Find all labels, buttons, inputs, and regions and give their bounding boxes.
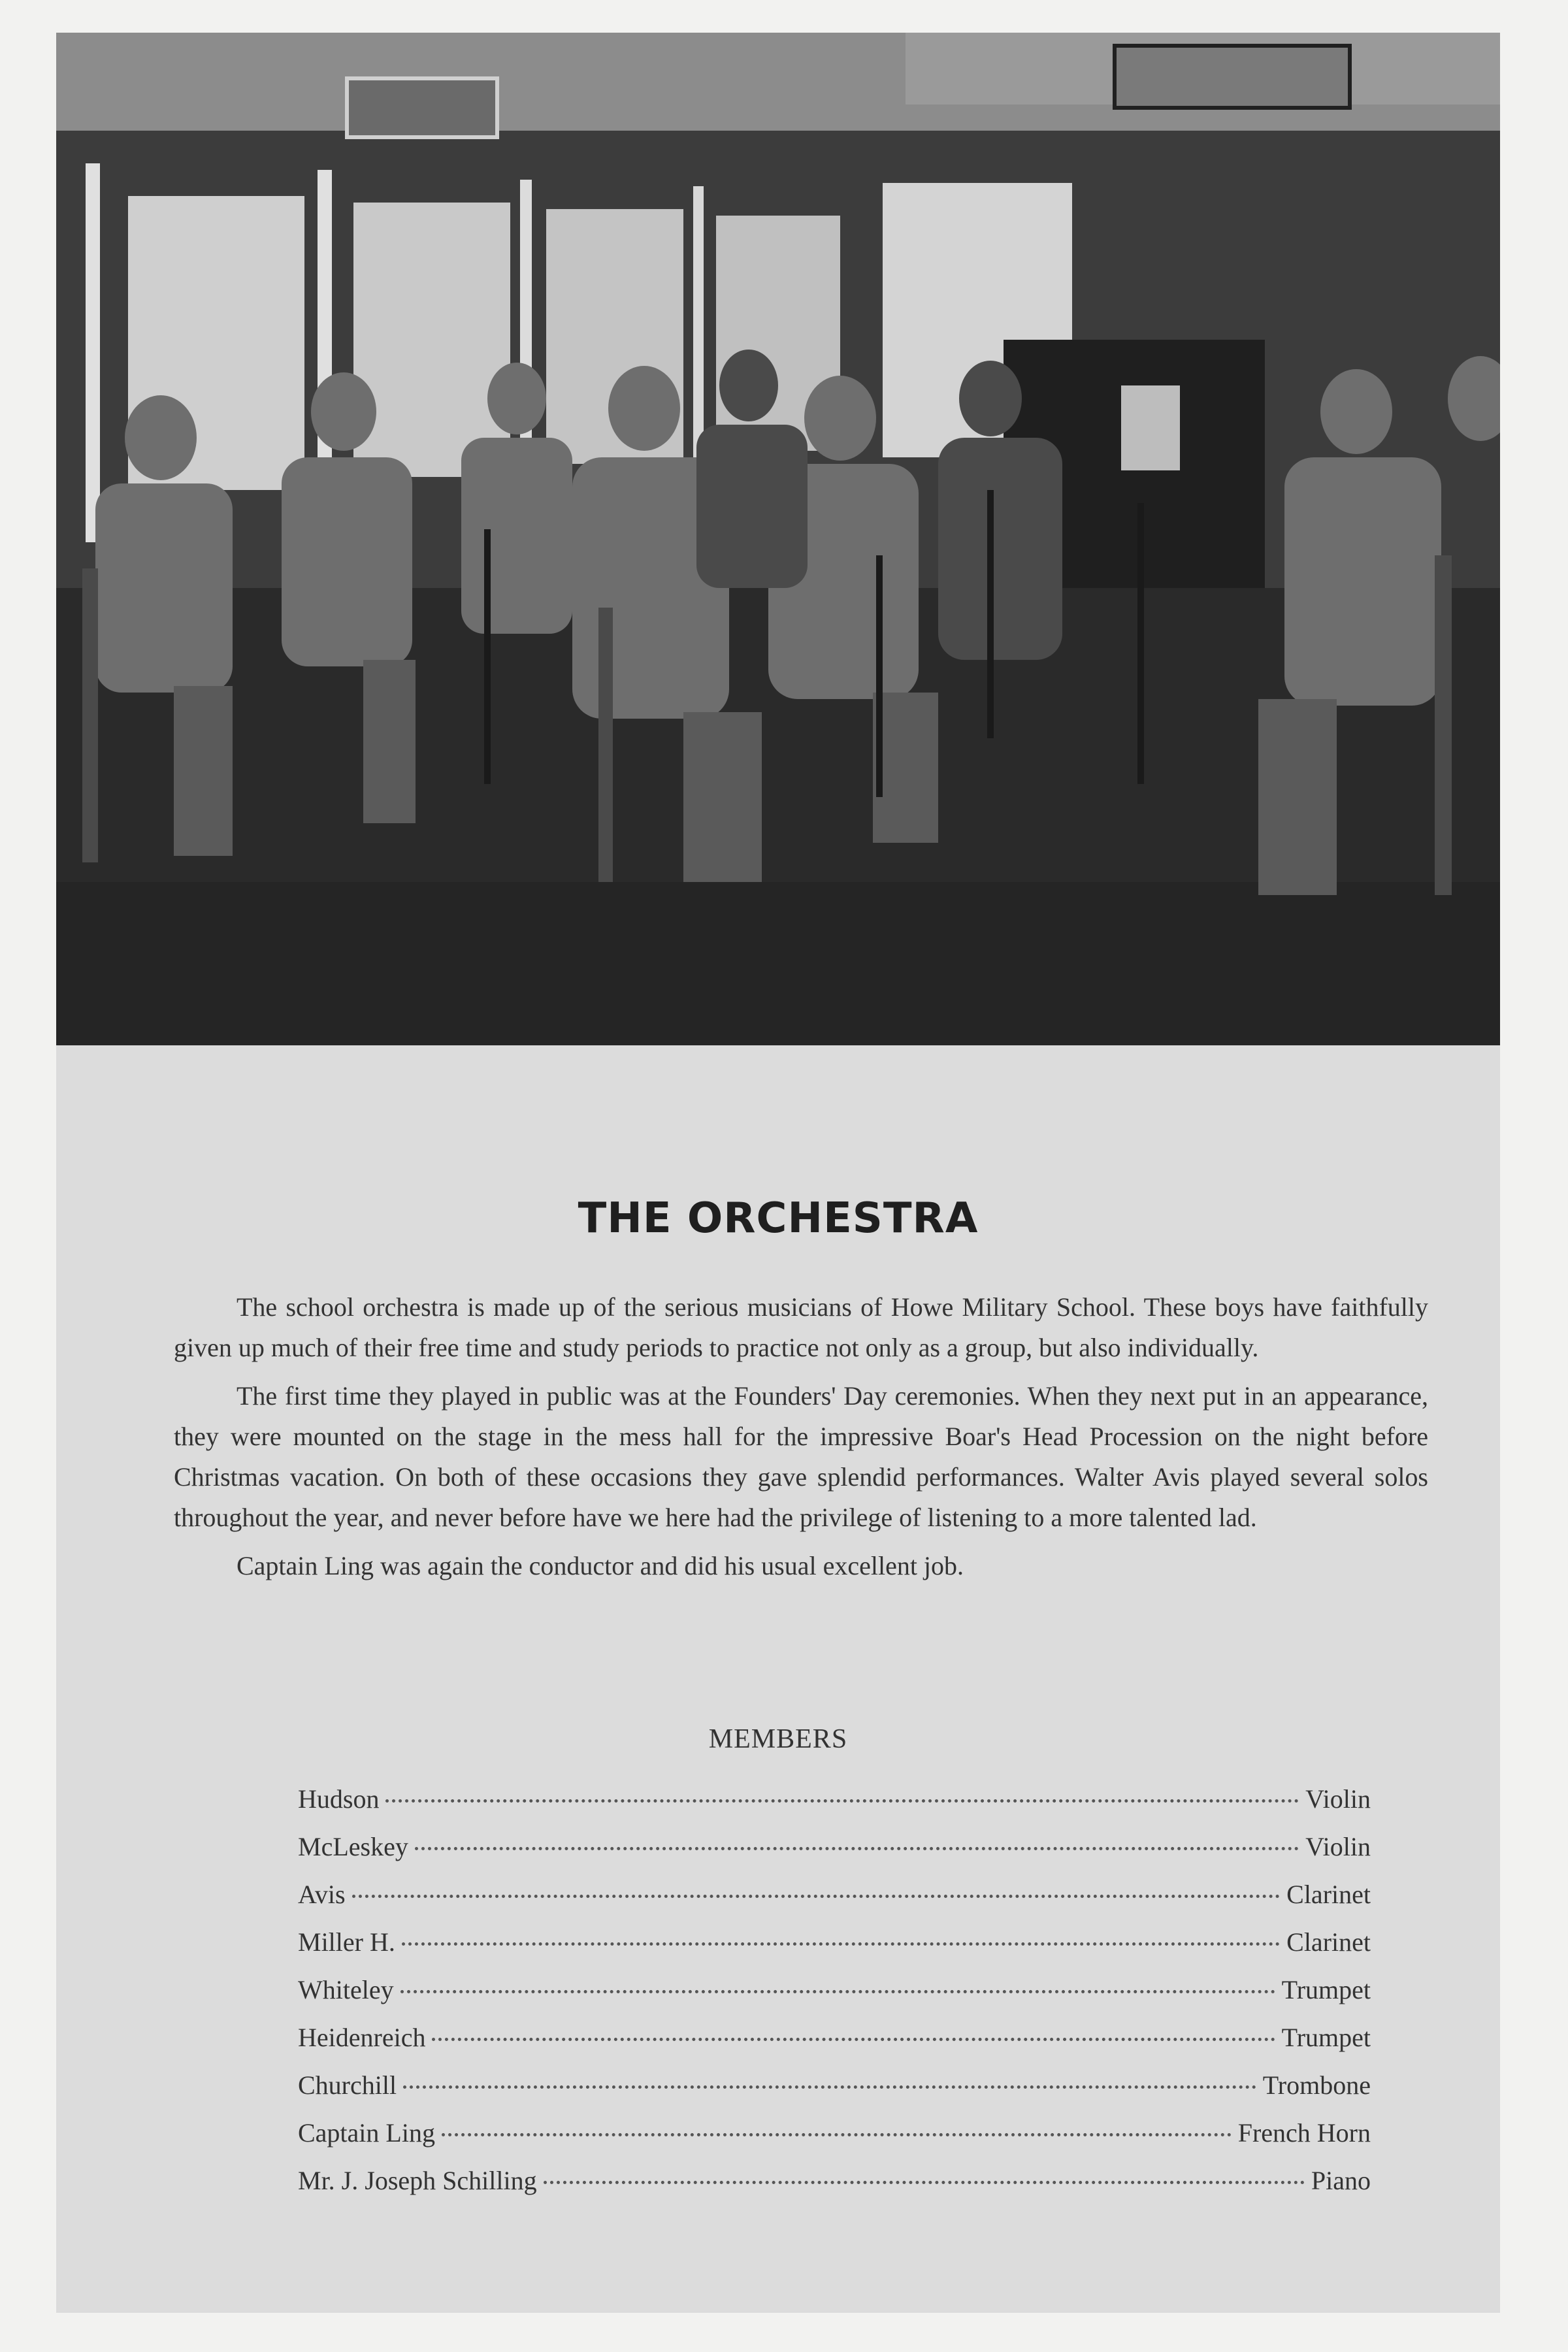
member-row	[298, 1927, 1371, 1974]
member-name: Captain Ling	[298, 2118, 435, 2148]
member-instrument: Trumpet	[1281, 1975, 1371, 2004]
member-name: Heidenreich	[298, 2023, 426, 2052]
member-name: Whiteley	[298, 1975, 394, 2004]
member-instrument: Clarinet	[1286, 1927, 1371, 1957]
member-row	[298, 1784, 1371, 1831]
paragraph: The school orchestra is made up of the serious musicians of Howe Military School. These boys have faithfully given up much of their free time and study periods to practice not only as a group, but also individually.	[174, 1292, 1428, 1362]
orchestra-photo	[56, 33, 1500, 1045]
member-instrument: Violin	[1305, 1832, 1371, 1861]
article-body	[174, 1287, 1428, 1594]
member-row	[298, 1831, 1371, 1879]
dot-leader	[352, 1894, 1281, 1898]
member-instrument: Trombone	[1262, 2070, 1371, 2100]
member-row	[298, 2165, 1371, 2213]
dot-leader	[544, 2180, 1305, 2184]
dot-leader	[415, 1846, 1299, 1850]
member-instrument: Clarinet	[1286, 1880, 1371, 1909]
member-name: Hudson	[298, 1784, 380, 1814]
yearbook-page	[56, 33, 1500, 2313]
dot-leader	[402, 1942, 1280, 1946]
paragraph: Captain Ling was again the conductor and did his usual excellent job.	[237, 1551, 964, 1580]
member-name: Churchill	[298, 2070, 397, 2100]
dot-leader	[442, 2132, 1232, 2136]
paragraph: The first time they played in public was at the Founders' Day ceremonies. When they next put in an appearance, they were mounted on the stage in the mess hall for the impressive Boar's Head Procession on the night before Christmas vacation. On both of these occasions they gave splendid performances. Walter Avis played several solos throughout the year, and never before have we here had the privilege of listening to a more talented lad.	[174, 1381, 1428, 1532]
member-name: Avis	[298, 1880, 346, 1909]
member-row	[298, 1974, 1371, 2022]
orchestra-photo-icon	[56, 33, 1500, 1045]
member-row	[298, 2117, 1371, 2165]
member-name: Mr. J. Joseph Schilling	[298, 2166, 537, 2195]
member-instrument: Violin	[1305, 1784, 1371, 1814]
page-title: THE ORCHESTRA	[578, 1194, 979, 1243]
member-name: McLeskey	[298, 1832, 408, 1861]
members-list	[298, 1784, 1371, 2213]
member-instrument: French Horn	[1237, 2118, 1371, 2148]
dot-leader	[385, 1799, 1299, 1803]
member-name: Miller H.	[298, 1927, 395, 1957]
dot-leader	[432, 2037, 1275, 2041]
member-row	[298, 2022, 1371, 2070]
member-row	[298, 1879, 1371, 1927]
dot-leader	[403, 2085, 1256, 2089]
member-instrument: Trumpet	[1281, 2023, 1371, 2052]
member-row	[298, 2070, 1371, 2117]
members-heading: MEMBERS	[708, 1724, 848, 1754]
member-instrument: Piano	[1311, 2166, 1371, 2195]
dot-leader	[400, 1989, 1275, 1993]
